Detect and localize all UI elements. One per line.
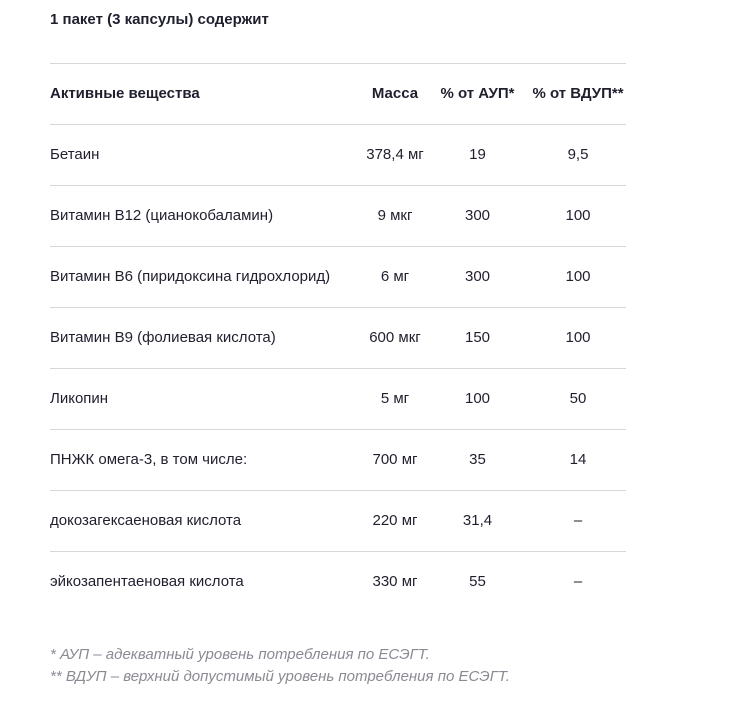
table-row: [50, 368, 626, 429]
footnotes: [50, 644, 510, 688]
row-aup: 35: [469, 451, 486, 468]
table-row: [50, 246, 626, 307]
table-row: [50, 429, 626, 490]
row-vdup: 100: [565, 329, 591, 346]
row-name: Витамин В6 (пиридоксина гидрохлорид): [50, 268, 331, 285]
table-header-row: [50, 63, 626, 124]
row-name: Бетаин: [50, 146, 100, 163]
row-name: эйкозапентаеновая кислота: [50, 573, 244, 590]
row-mass: 600 мкг: [369, 329, 421, 346]
row-aup: 100: [464, 390, 491, 407]
row-mass: 700 мг: [372, 451, 418, 468]
row-mass: 220 мг: [372, 512, 418, 529]
row-mass: 5 мг: [380, 390, 410, 407]
row-name: Витамин В9 (фолиевая кислота): [50, 329, 276, 346]
row-mass: 330 мг: [372, 573, 418, 590]
footnote-vdup: ** ВДУП – верхний допустимый уровень потребления по ЕСЭГТ.: [50, 668, 510, 685]
composition-heading: 1 пакет (3 капсулы) содержит: [50, 11, 269, 28]
table-row: [50, 551, 626, 612]
row-aup: 19: [469, 146, 486, 163]
table-row: [50, 307, 626, 368]
row-vdup: 14: [569, 451, 587, 468]
row-vdup: 100: [565, 268, 591, 285]
row-name: Витамин В12 (цианокобаламин): [50, 207, 274, 224]
row-name: ПНЖК омега-3, в том числе:: [50, 451, 248, 468]
row-vdup: 50: [569, 390, 587, 407]
table-row: [50, 185, 626, 246]
row-aup: 31,4: [462, 512, 493, 529]
row-mass: 9 мкг: [377, 207, 413, 224]
row-aup: 300: [464, 207, 491, 224]
row-mass: 378,4 мг: [366, 146, 424, 163]
table-row: [50, 124, 626, 185]
row-aup: 55: [469, 573, 486, 590]
composition-table: [50, 63, 626, 612]
header-mass: Масса: [371, 85, 419, 102]
row-name: докозагексаеновая кислота: [50, 512, 242, 529]
row-vdup: 9,5: [567, 146, 589, 163]
table-row: [50, 490, 626, 551]
row-vdup: –: [573, 573, 583, 590]
row-vdup: –: [573, 512, 583, 529]
row-mass: 6 мг: [380, 268, 410, 285]
row-aup: 300: [464, 268, 491, 285]
row-name: Ликопин: [50, 390, 109, 407]
header-vdup-percent: % от ВДУП**: [532, 85, 624, 102]
header-aup-percent: % от АУП*: [440, 85, 515, 102]
row-aup: 150: [464, 329, 491, 346]
footnote-aup: * АУП – адекватный уровень потребления по ЕСЭГТ.: [50, 646, 430, 663]
row-vdup: 100: [565, 207, 591, 224]
header-active-substances: Активные вещества: [50, 85, 200, 102]
